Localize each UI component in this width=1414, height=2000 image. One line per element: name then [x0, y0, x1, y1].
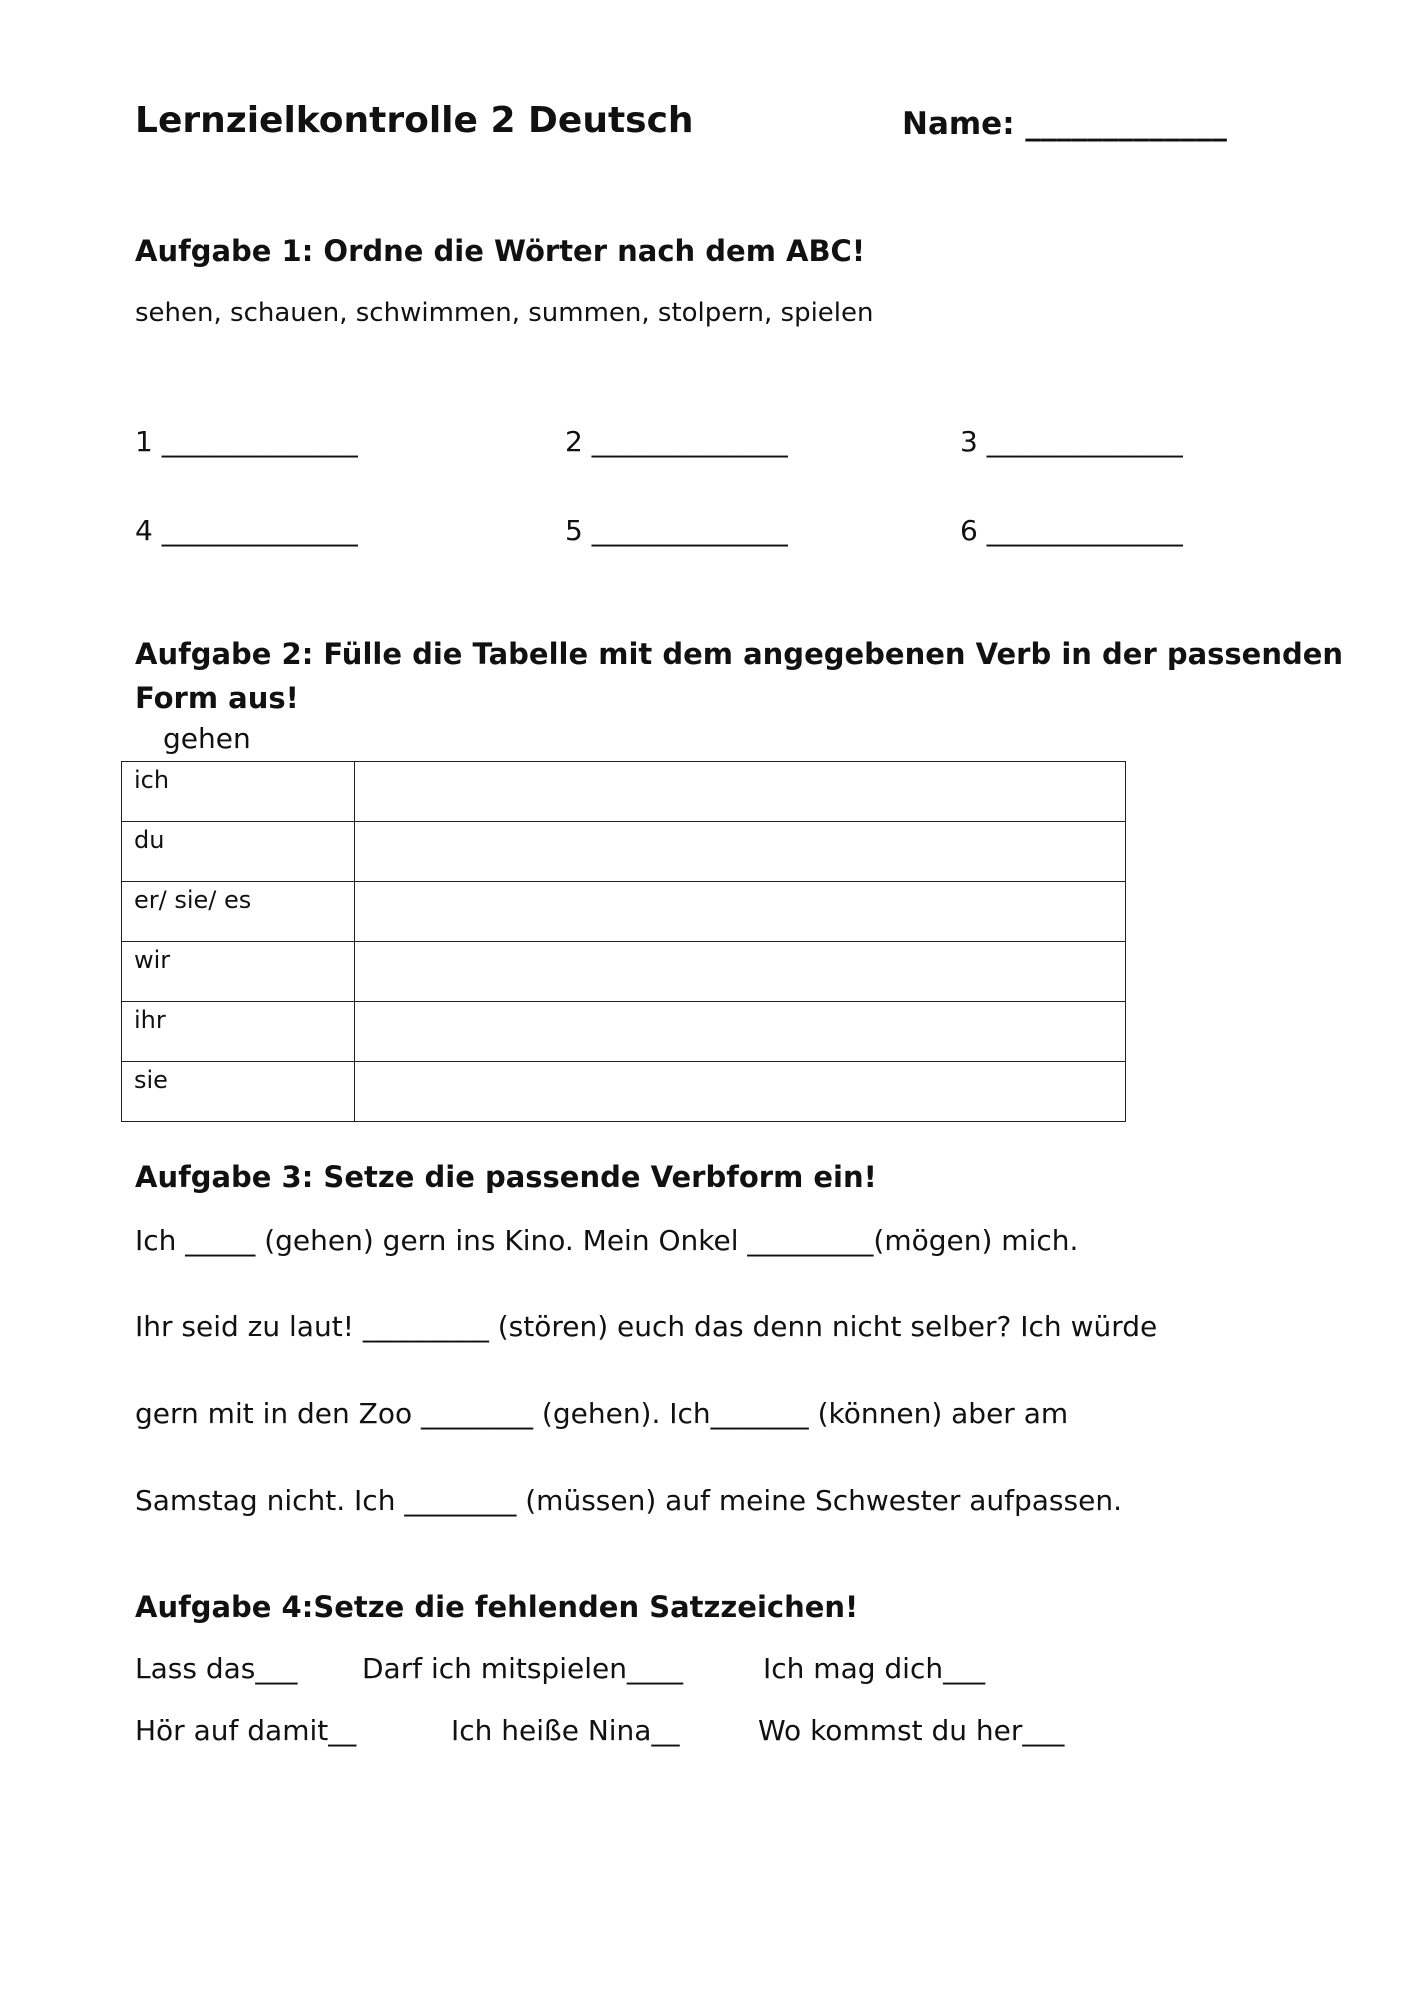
task3-line-1: Ich _____ (gehen) gern ins Kino. Mein Onkel _________(mögen) mich.: [135, 1224, 1079, 1257]
task2-verb: gehen: [163, 722, 251, 755]
task3-line-3: gern mit in den Zoo ________ (gehen). Ich_______ (können) aber am: [135, 1397, 1069, 1430]
answer-cell: [355, 942, 1126, 1002]
task1-word-list: sehen, schauen, schwimmen, summen, stolpern, spielen: [135, 298, 874, 328]
task4-item: Lass das___: [135, 1652, 298, 1685]
table-row: [122, 1062, 1126, 1122]
pronoun-cell: du: [122, 822, 355, 882]
task3-line-2: Ihr seid zu laut! _________ (stören) euch das denn nicht selber? Ich würde: [135, 1310, 1158, 1343]
task4-item: Darf ich mitspielen____: [362, 1652, 683, 1685]
pronoun-cell: sie: [122, 1062, 355, 1122]
pronoun-cell: ich: [122, 762, 355, 822]
task3-heading: Aufgabe 3: Setze die passende Verbform ein!: [135, 1160, 877, 1194]
table-row: [122, 822, 1126, 882]
task2-heading-line1: Aufgabe 2: Fülle die Tabelle mit dem angegebenen Verb in der passenden: [135, 637, 1344, 671]
task1-blank-3: 3 ______________: [960, 425, 1183, 458]
task1-blank-4: 4 ______________: [135, 514, 358, 547]
task4-item: Ich mag dich___: [763, 1652, 986, 1685]
task1-blank-2: 2 ______________: [565, 425, 788, 458]
table-row: [122, 882, 1126, 942]
task2-heading-line2: Form aus!: [135, 681, 299, 715]
task4-heading: Aufgabe 4:Setze die fehlenden Satzzeichen!: [135, 1590, 859, 1624]
answer-cell: [355, 822, 1126, 882]
pronoun-cell: er/ sie/ es: [122, 882, 355, 942]
task1-blank-5: 5 ______________: [565, 514, 788, 547]
name-field: Name: _____________: [902, 106, 1227, 142]
worksheet-title: Lernzielkontrolle 2 Deutsch: [135, 100, 694, 141]
task1-heading: Aufgabe 1: Ordne die Wörter nach dem ABC!: [135, 234, 866, 268]
conjugation-table: [121, 761, 1126, 1122]
answer-cell: [355, 1002, 1126, 1062]
table-row: [122, 942, 1126, 1002]
pronoun-cell: wir: [122, 942, 355, 1002]
task3-line-4: Samstag nicht. Ich ________ (müssen) auf meine Schwester aufpassen.: [135, 1484, 1122, 1517]
table-row: [122, 1002, 1126, 1062]
pronoun-cell: ihr: [122, 1002, 355, 1062]
task1-blank-6: 6 ______________: [960, 514, 1183, 547]
answer-cell: [355, 1062, 1126, 1122]
task1-blank-1: 1 ______________: [135, 425, 358, 458]
answer-cell: [355, 882, 1126, 942]
task4-item: Hör auf damit__: [135, 1714, 357, 1747]
table-row: [122, 762, 1126, 822]
task4-item: Ich heiße Nina__: [451, 1714, 680, 1747]
answer-cell: [355, 762, 1126, 822]
task4-item: Wo kommst du her___: [758, 1714, 1065, 1747]
